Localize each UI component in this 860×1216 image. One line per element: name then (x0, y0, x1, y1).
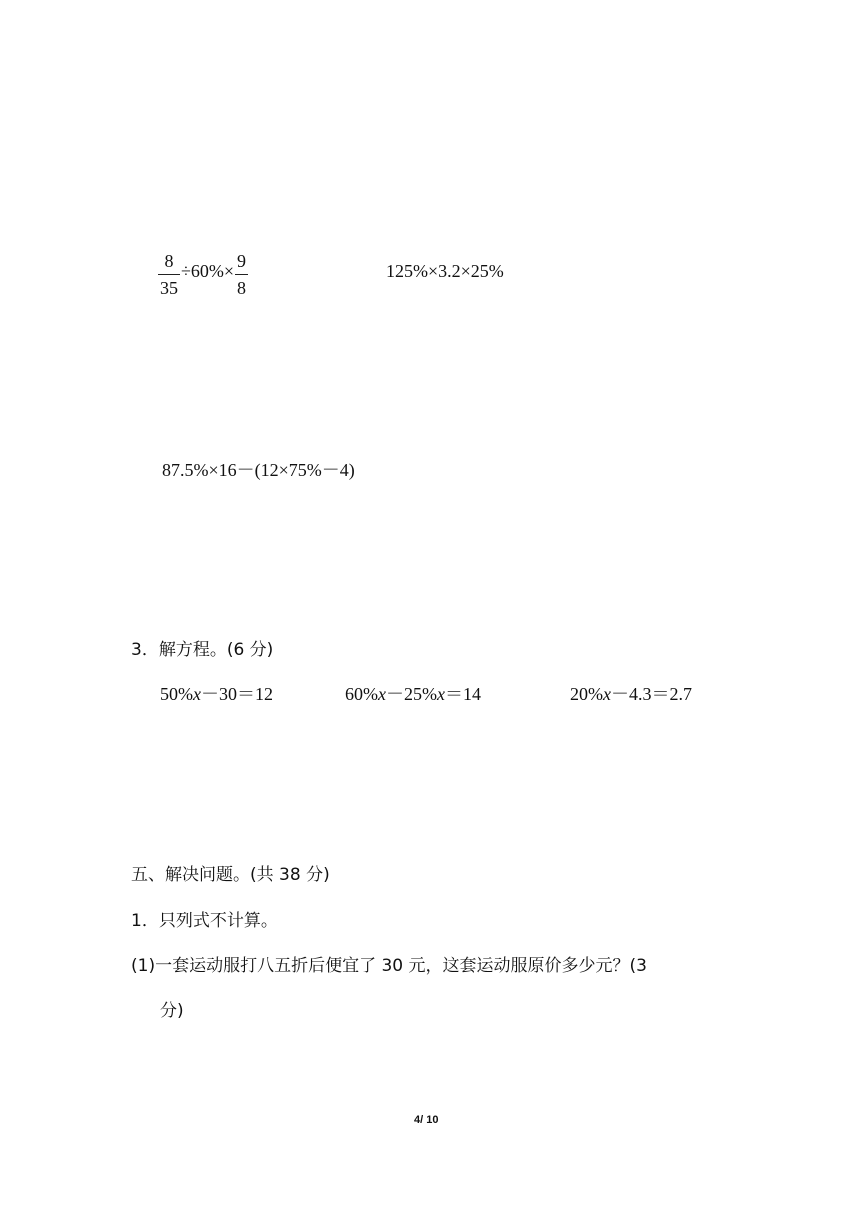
calc-expression-3: 87.5%×16－(12×75%－4) (162, 460, 355, 480)
equation-1-coefficient: 50% (160, 684, 193, 704)
section-3-title: 3．解方程。(6 分) (131, 640, 274, 660)
equation-2-coefficient: 60% (345, 684, 378, 704)
fraction-denominator: 35 (158, 274, 180, 297)
equation-1-variable: x (193, 684, 201, 704)
question-1-1-line-1: (1)一套运动服打八五折后便宜了 30 元，这套运动服原价多少元？(3 (131, 956, 647, 976)
expression-operator-text: ÷60%× (181, 261, 235, 281)
equation-1-rest: －30＝12 (201, 684, 273, 704)
equation-3-variable: x (603, 684, 611, 704)
question-1-1-line-2: 分) (160, 1001, 184, 1021)
calc-expression-2: 125%×3.2×25% (386, 261, 504, 281)
fraction-9-over-8 (235, 252, 248, 297)
equation-2-minus-term: －25% (386, 684, 437, 704)
equation-2 (345, 680, 481, 706)
fraction-numerator: 9 (237, 251, 246, 271)
equation-3-rest: －4.3＝2.7 (611, 684, 692, 704)
equation-3-coefficient: 20% (570, 684, 603, 704)
page-number: 4/ 10 (414, 1114, 439, 1126)
equation-2-variable-2: x (437, 684, 445, 704)
fraction-denominator: 8 (235, 274, 248, 297)
section-5-title: 五、解决问题。(共 38 分) (131, 865, 330, 885)
equation-1 (160, 680, 273, 706)
equation-3 (570, 680, 692, 706)
equation-2-rest: ＝14 (445, 684, 481, 704)
fraction-numerator: 8 (164, 251, 174, 271)
question-1-heading: 1．只列式不计算。 (131, 911, 278, 931)
fraction-8-over-35 (158, 252, 180, 297)
equation-2-variable: x (378, 684, 386, 704)
